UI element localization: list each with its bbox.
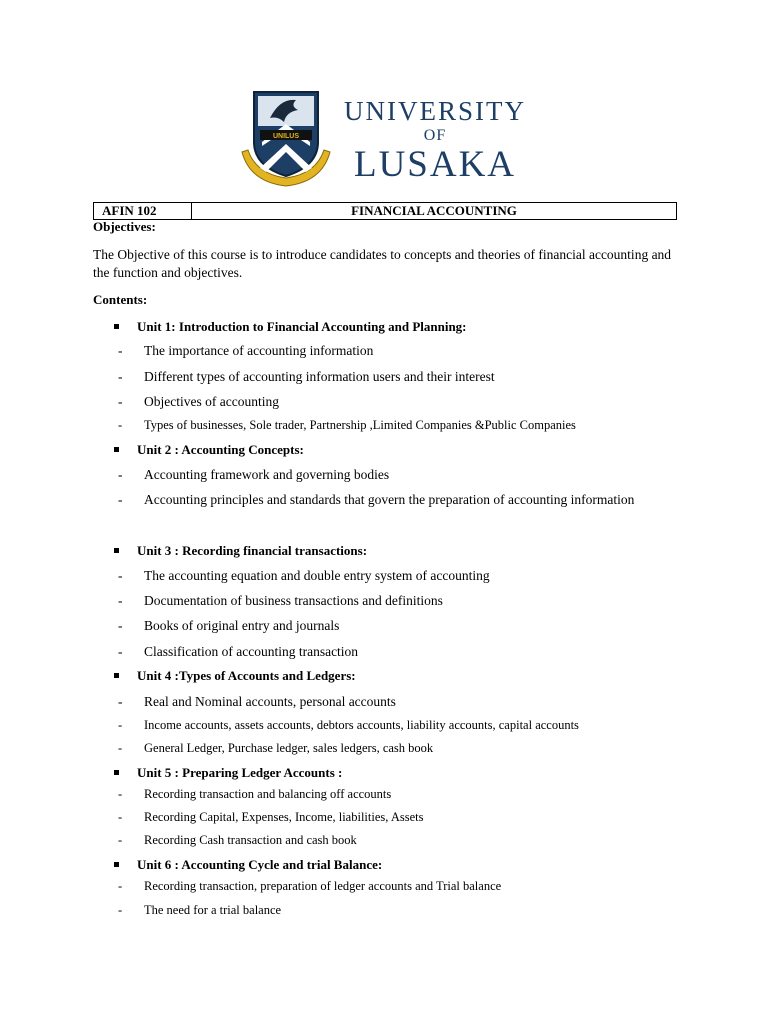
contents-heading: Contents: (93, 292, 148, 307)
list-item-text: Recording transaction, preparation of ledger accounts and Trial balance (144, 879, 502, 893)
university-logo (240, 86, 530, 192)
list-item-text: Classification of accounting transaction (144, 644, 359, 659)
list-item: - Accounting principles and standards that govern the preparation of accounting information (118, 487, 644, 512)
list-item: - Objectives of accounting (118, 389, 644, 414)
list-item: - Books of original entry and journals (118, 613, 644, 638)
list-item-text: Books of original entry and journals (144, 618, 340, 633)
list-item-text: General Ledger, Purchase ledger, sales ledgers, cash book (144, 741, 434, 755)
list-item: - Types of businesses, Sole trader, Partnership ,Limited Companies &Public Companies (118, 413, 644, 438)
square-bullet-icon (114, 862, 119, 867)
unit-heading (114, 857, 382, 873)
unit-title: Unit 5 : Preparing Ledger Accounts : (137, 765, 343, 780)
course-title: FINANCIAL ACCOUNTING (351, 203, 517, 218)
unit-title: Unit 1: Introduction to Financial Accounting and Planning: (137, 319, 467, 334)
list-item: - Classification of accounting transaction (118, 639, 644, 664)
list-item-text: Recording Cash transaction and cash book (144, 833, 357, 847)
course-code: AFIN 102 (94, 203, 192, 219)
unit-title: Unit 6 : Accounting Cycle and trial Balance: (137, 857, 383, 872)
objectives-heading: Objectives: (93, 219, 156, 234)
list-item-text: Accounting principles and standards that govern the preparation of accounting information (144, 492, 635, 507)
unit-title: Unit 4 :Types of Accounts and Ledgers: (137, 668, 356, 683)
unit-heading (114, 442, 304, 458)
list-item-text: Accounting framework and governing bodies (144, 467, 390, 482)
list-item-text: Types of businesses, Sole trader, Partnership ,Limited Companies &Public Companies (144, 418, 576, 432)
square-bullet-icon (114, 548, 119, 553)
list-item: - Recording Capital, Expenses, Income, liabilities, Assets (118, 805, 644, 830)
square-bullet-icon (114, 673, 119, 678)
list-item-text: Recording Capital, Expenses, Income, liabilities, Assets (144, 810, 424, 824)
university-name (340, 86, 530, 184)
list-item-text: Real and Nominal accounts, personal accounts (144, 694, 396, 709)
list-item-text: Objectives of accounting (144, 394, 279, 409)
university-line2: OF (423, 127, 447, 144)
list-item: - Recording transaction and balancing off accounts (118, 782, 644, 807)
list-item-text: Income accounts, assets accounts, debtors accounts, liability accounts, capital accounts (144, 718, 579, 732)
list-item: - The accounting equation and double entry system of accounting (118, 563, 644, 588)
list-item: - General Ledger, Purchase ledger, sales ledgers, cash book (118, 736, 644, 761)
list-item: - Different types of accounting information users and their interest (118, 364, 644, 389)
unit-heading (114, 319, 467, 335)
square-bullet-icon (114, 324, 119, 329)
list-item: - Income accounts, assets accounts, debtors accounts, liability accounts, capital accounts (118, 713, 644, 738)
unit-title: Unit 2 : Accounting Concepts: (137, 442, 304, 457)
list-item: - Real and Nominal accounts, personal accounts (118, 689, 644, 714)
unit-heading (114, 543, 367, 559)
unit-heading (114, 765, 342, 781)
svg-text:UNILUS: UNILUS (272, 133, 300, 140)
list-item-text: Documentation of business transactions and definitions (144, 593, 443, 608)
objectives-text: The Objective of this course is to introduce candidates to concepts and theories of financial accounting and the function and objectives. (93, 247, 672, 280)
list-item-text: The need for a trial balance (144, 903, 282, 917)
list-item-text: Different types of accounting information users and their interest (144, 369, 495, 384)
list-item-text: Recording transaction and balancing off accounts (144, 787, 392, 801)
list-item: - Recording Cash transaction and cash book (118, 828, 644, 853)
list-item: - Documentation of business transactions and definitions (118, 588, 644, 613)
crest-icon (240, 86, 332, 190)
list-item-text: The importance of accounting information (144, 343, 374, 358)
list-item: - Recording transaction, preparation of ledger accounts and Trial balance (118, 874, 644, 899)
square-bullet-icon (114, 447, 119, 452)
university-line1: UNIVERSITY (344, 96, 526, 126)
list-item: - The need for a trial balance (118, 898, 644, 923)
course-header-table (93, 202, 677, 220)
square-bullet-icon (114, 770, 119, 775)
university-line3: LUSAKA (353, 144, 517, 185)
list-item-text: The accounting equation and double entry system of accounting (144, 568, 490, 583)
list-item: - The importance of accounting information (118, 338, 644, 363)
unit-heading (114, 668, 356, 684)
unit-title: Unit 3 : Recording financial transactions: (137, 543, 368, 558)
list-item: - Accounting framework and governing bodies (118, 462, 644, 487)
